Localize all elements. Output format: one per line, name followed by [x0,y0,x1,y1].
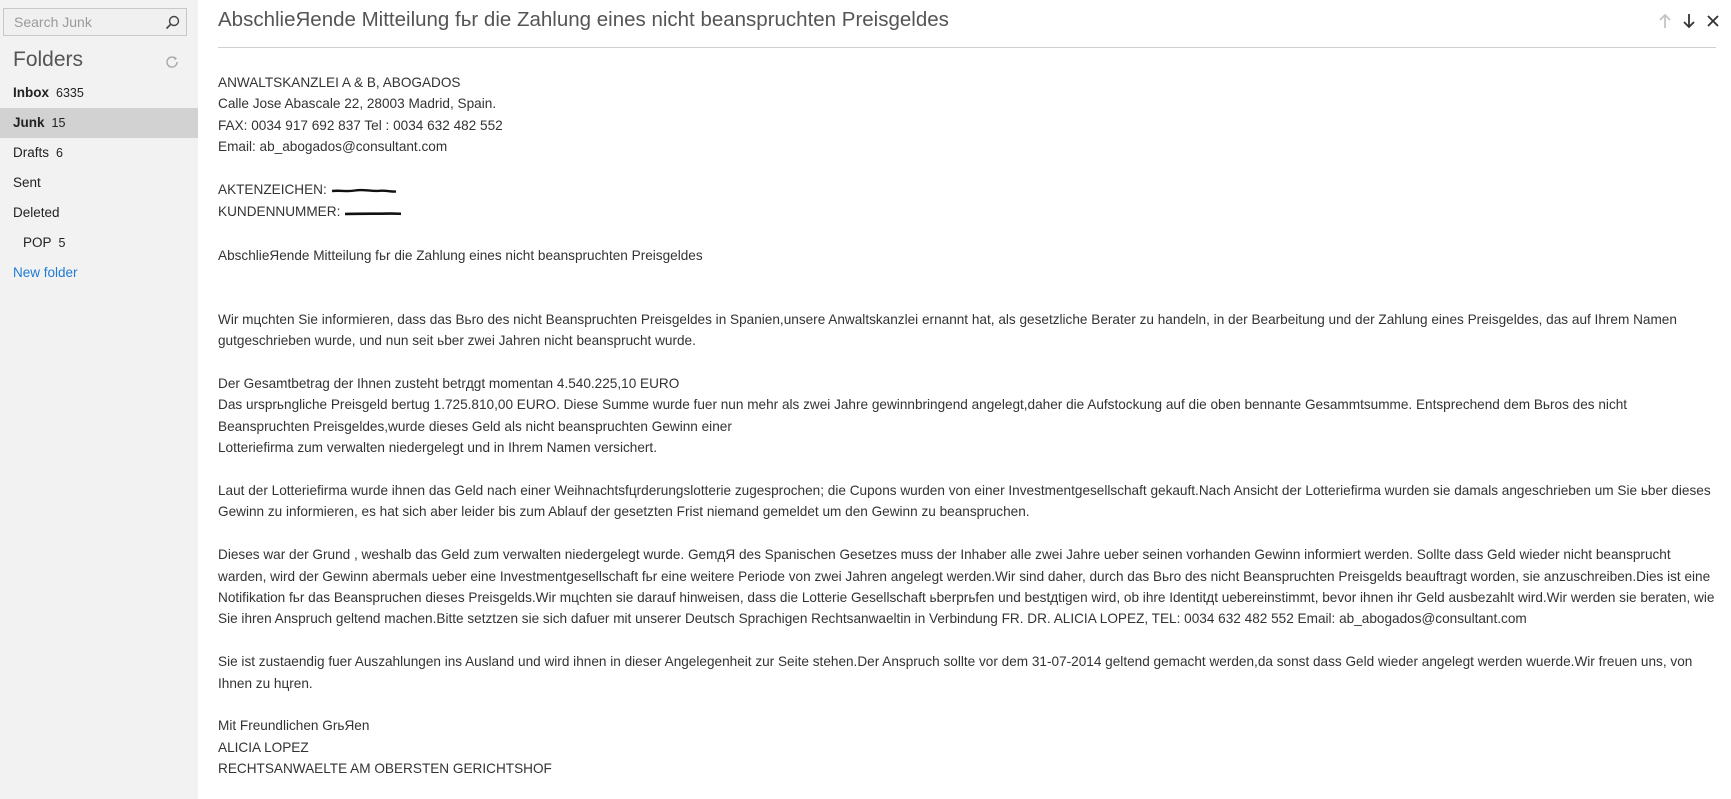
search-box [3,8,187,36]
sender-email: Email: ab_abogados@consultant.com [218,139,448,155]
sender-firm: ANWALTSKANZLEI A & B, ABOGADOS [218,75,461,90]
close-icon[interactable] [1703,10,1723,32]
redaction-mark [344,202,402,223]
signature-greeting: Mit Freundlichen GrьЯen [218,718,370,734]
folder-item-sent[interactable] [0,168,198,198]
header-divider [218,47,1716,48]
folder-name: Junk [13,115,45,130]
redaction-mark [331,180,397,201]
paragraph-4: Dieses war der Grund , weshalb das Geld zum verwalten niedergelegt wurde. GemдЯ des Spanischen Gesetzes muss der Inhaber alle zwei Jahre ueber seinen vorhanden Gewinn informiert werden. Sollte dass Geld wieder nicht beansprucht warden, wird der Gewinn abermals ueber eine Investmentgesellschaft fьr eine weitere Periode von zwei Jahren angelegt werden.Wir sind daher, durch das Bьro des nicht Beanspruchten Preisgelds beauftragt worden, sie anzuschreiben.Dies ist eine Notifikation fьr das Beanspruchen dieses Preisgelds.Wir mцchten sie darauf hinweisen, dass die Lotterie Gesellschaft ьberprьfen und bestдtigen wird, ob ihre Identitдt uebereinstimmt, bevor ihnen ihr Geld ausbezahlt wird.Wir werden sie beraten, wie Sie ihren Anspruch geltend machen.Bitte setztzen sie sich dafuer mit unserer Deutsch Sprachigen Rechtsanwaeltin in Verbindung FR. DR. ALICIA LOPEZ, TEL: 0034 632 482 552 Email: ab_abogados@consultant.com [218,547,1715,627]
folder-count: 6335 [56,86,84,100]
folder-item-drafts[interactable] [0,138,198,168]
signature-name: ALICIA LOPEZ [218,739,309,755]
search-input[interactable] [4,9,164,35]
signature-title: RECHTSANWAELTE AM OBERSTEN GERICHTSHOF [218,761,552,777]
paragraph-3: Laut der Lotteriefirma wurde ihnen das Geld nach einer Weihnachtsfцrderungslotterie zugesprochen; die Cupons wurden von einer Investmentgesellschaft gekauft.Nach Ansicht der Lotteriefirma wurden sie damals angeschrieben um Sie ьber dieses Gewinn zu informieren, es hat sich aber leider bis zum Ablauf der gesetzten Frist niemand gemeldet um den Gewinn zu beanspruchen. [218,483,1711,520]
folder-item-deleted[interactable] [0,198,198,228]
message-subject: AbschlieЯende Mitteilung fьr die Zahlung eines nicht beanspruchten Preisgeldes [218,8,949,31]
folder-name: Sent [13,175,41,190]
paragraph-2-end: Lotteriefirma zum verwalten niedergelegt und in Ihrem Namen versichert. [218,440,657,456]
reference-label: AKTENZEICHEN: [218,182,327,198]
folder-name: Inbox [13,85,49,100]
title-line: AbschlieЯende Mitteilung fьr die Zahlung eines nicht beanspruchten Preisgeldes [218,247,703,263]
sender-phone: FAX: 0034 917 692 837 Tel : 0034 632 482 552 [218,117,503,133]
folder-count: 6 [56,146,63,160]
sidebar [0,0,198,799]
folder-item-junk[interactable] [0,108,198,138]
folder-list [0,78,198,288]
amount-line: Der Gesamtbetrag der Ihnen zusteht betrдgt momentan 4.540.225,10 EURO [218,376,680,392]
folder-count: 15 [51,116,66,130]
arrow-up-icon[interactable] [1655,10,1675,32]
customer-label: KUNDENNUMMER: [218,204,341,220]
folder-count: 5 [58,236,66,250]
message-actions [1655,10,1723,32]
paragraph-1: Wir mцchten Sie informieren, dass das Bьro des nicht Beanspruchten Preisgeldes in Spanien,unsere Anwaltskanzlei ernannt hat, als gesetzliche Berater zu handeln, in der Bearbeitung und der Zahlung eines Preisgeldes, das auf Ihrem Namen gutgeschrieben wurde, und nun seit ьber zwei Jahren nicht beansprucht wurde. [218,311,1677,349]
folder-name: Deleted [13,205,60,220]
message-body [218,72,1718,780]
folders-title: Folders [13,48,84,71]
sender-address: Calle Jose Abascale 22, 28003 Madrid, Spain. [218,96,497,112]
paragraph-2: Das ursprьngliche Preisgeld bertug 1.725.810,00 EURO. Diese Summe wurde fuer nun mehr als zwei Jahre gewinnbringend angelegt,daher die Aufstockung auf die oben bennante Gesammtsumme. Entsprechend dem Bьros des nicht Beanspruchten Preisgeldes,wurde dieses Geld als nicht beanspruchten Gewinn einer [218,397,1628,434]
folder-item-pop[interactable] [0,228,198,258]
arrow-down-icon[interactable] [1679,10,1699,32]
folder-name: POP [23,235,52,250]
folder-item-inbox[interactable] [0,78,198,108]
new-folder-link[interactable]: New folder [13,265,78,280]
paragraph-5: Sie ist zustaendig fuer Auszahlungen ins Ausland und wird ihnen in dieser Angelegenheit zur Seite stehen.Der Anspruch sollte vor dem 31-07-2014 geltend gemacht werden,da sonst dass Geld wieder angelegt werden wuerde.Wir freuen uns, von Ihnen zu hцren. [218,654,1693,691]
reference-line [218,179,1718,201]
folder-name: Drafts [13,145,50,160]
refresh-icon[interactable] [164,54,180,70]
search-icon[interactable] [162,12,182,32]
customer-line [218,201,1718,223]
